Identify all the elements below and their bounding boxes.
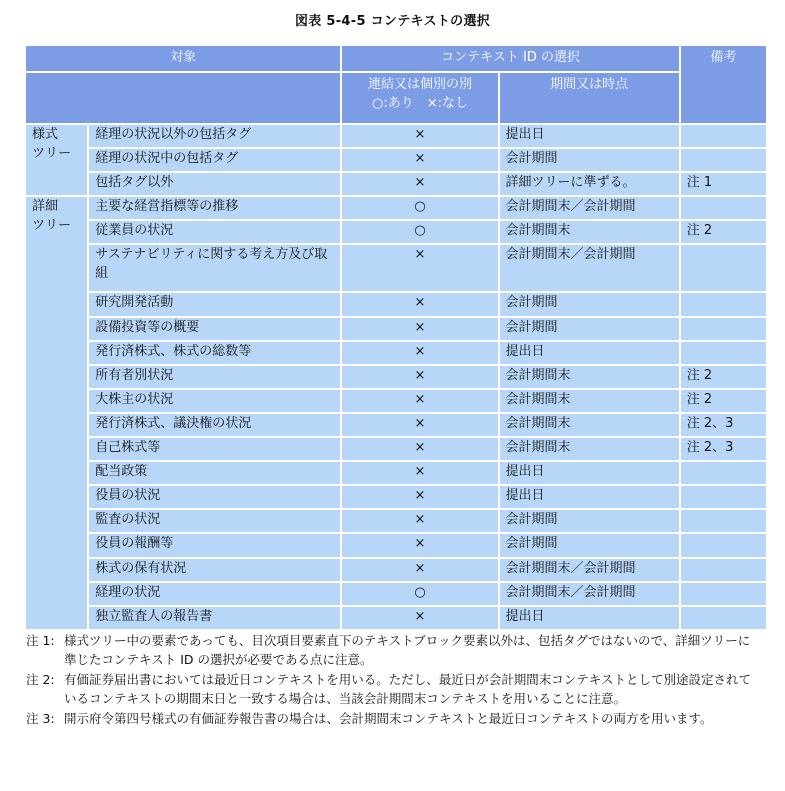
period-cell: 会計期間末 — [499, 413, 680, 437]
item-cell: 発行済株式、株式の総数等 — [88, 341, 341, 365]
remarks-cell: 注 2、3 — [680, 437, 767, 461]
table-row — [25, 341, 767, 365]
item-cell: 株式の保有状況 — [88, 558, 341, 582]
period-cell: 会計期間末 — [499, 220, 680, 244]
item-cell: 設備投資等の概要 — [88, 317, 341, 341]
consolidated-cell: × — [341, 533, 498, 557]
table-row — [25, 292, 767, 316]
consolidated-cell: × — [341, 509, 498, 533]
item-cell: 研究開発活動 — [88, 292, 341, 316]
item-cell: 発行済株式、議決権の状況 — [88, 413, 341, 437]
remarks-cell — [680, 461, 767, 485]
period-cell: 提出日 — [499, 461, 680, 485]
header-consolidated — [341, 72, 498, 124]
consolidated-cell: × — [341, 148, 498, 172]
note-2 — [26, 671, 761, 708]
figure-title: 図表 5-4-5 コンテキストの選択 — [294, 14, 491, 29]
period-cell: 会計期間末／会計期間 — [499, 582, 680, 606]
remarks-cell: 注 2 — [680, 220, 767, 244]
category-cell — [25, 124, 88, 196]
remarks-cell — [680, 148, 767, 172]
table-row — [25, 365, 767, 389]
table-row — [25, 196, 767, 220]
period-cell: 会計期間 — [499, 148, 680, 172]
period-cell: 会計期間末 — [499, 365, 680, 389]
consolidated-cell: × — [341, 389, 498, 413]
period-cell: 会計期間末／会計期間 — [499, 244, 680, 292]
header-target: 対象 — [25, 45, 341, 72]
header-target-blank — [25, 72, 341, 124]
item-cell: 監査の状況 — [88, 509, 341, 533]
remarks-cell — [680, 292, 767, 316]
header-remarks: 備考 — [680, 45, 767, 124]
consolidated-cell: × — [341, 413, 498, 437]
consolidated-cell: × — [341, 485, 498, 509]
table-row — [25, 533, 767, 557]
category-line2: ツリー — [32, 218, 72, 234]
remarks-cell — [680, 341, 767, 365]
consolidated-cell: × — [341, 437, 498, 461]
category-line2: ツリー — [32, 146, 72, 161]
item-cell: 所有者別状況 — [88, 365, 341, 389]
context-selection-table — [24, 44, 768, 631]
remarks-cell — [680, 124, 767, 148]
remarks-cell — [680, 485, 767, 509]
note-1 — [26, 632, 761, 669]
period-cell: 会計期間 — [499, 292, 680, 316]
consolidated-cell: ○ — [341, 196, 498, 220]
item-cell: 自己株式等 — [88, 437, 341, 461]
table-row — [25, 389, 767, 413]
table-row — [25, 582, 767, 606]
period-cell: 詳細ツリーに準ずる。 — [499, 172, 680, 196]
header-consolidated-line1: 連結又は個別の別 — [367, 77, 472, 92]
item-cell: サステナビリティに関する考え方及び取組 — [88, 244, 341, 292]
period-cell: 提出日 — [499, 485, 680, 509]
note-label: 注 3: — [26, 711, 55, 726]
consolidated-cell: ○ — [341, 582, 498, 606]
period-cell: 会計期間末／会計期間 — [499, 196, 680, 220]
remarks-cell — [680, 558, 767, 582]
remarks-cell: 注 2、3 — [680, 413, 767, 437]
item-cell: 独立監査人の報告書 — [88, 606, 341, 630]
period-cell: 会計期間 — [499, 509, 680, 533]
table-row — [25, 437, 767, 461]
consolidated-cell: × — [341, 172, 498, 196]
consolidated-cell: × — [341, 317, 498, 341]
item-cell: 包括タグ以外 — [88, 172, 341, 196]
table-row — [25, 485, 767, 509]
table-row — [25, 558, 767, 582]
remarks-cell — [680, 606, 767, 630]
remarks-cell: 注 1 — [680, 172, 767, 196]
remarks-cell — [680, 317, 767, 341]
note-text: 開示府令第四号様式の有価証券報告書の場合は、会計期間末コンテキストと最近日コンテキストの両方を用います。 — [64, 711, 713, 726]
category-line1: 詳細 — [32, 199, 59, 215]
table-body — [25, 124, 767, 630]
consolidated-cell: × — [341, 365, 498, 389]
note-3 — [26, 710, 761, 729]
note-label: 注 1: — [26, 633, 55, 648]
item-cell: 役員の状況 — [88, 485, 341, 509]
period-cell: 提出日 — [499, 341, 680, 365]
table-row — [25, 413, 767, 437]
consolidated-cell: × — [341, 244, 498, 292]
remarks-cell: 注 2 — [680, 365, 767, 389]
table-row — [25, 606, 767, 630]
header-consolidated-line2: ○:あり ×:なし — [371, 96, 468, 111]
item-cell: 配当政策 — [88, 461, 341, 485]
period-cell: 提出日 — [499, 124, 680, 148]
note-label: 注 2: — [26, 672, 55, 687]
table-row — [25, 317, 767, 341]
notes-section — [26, 632, 761, 731]
table-row — [25, 461, 767, 485]
period-cell: 会計期間 — [499, 317, 680, 341]
item-cell: 経理の状況中の包括タグ — [88, 148, 341, 172]
period-cell: 提出日 — [499, 606, 680, 630]
table-row — [25, 172, 767, 196]
consolidated-cell: ○ — [341, 220, 498, 244]
consolidated-cell: × — [341, 461, 498, 485]
remarks-cell — [680, 244, 767, 292]
period-cell: 会計期間末 — [499, 437, 680, 461]
item-cell: 経理の状況以外の包括タグ — [88, 124, 341, 148]
item-cell: 主要な経営指標等の推移 — [88, 196, 341, 220]
table-row — [25, 509, 767, 533]
remarks-cell — [680, 509, 767, 533]
remarks-cell: 注 2 — [680, 389, 767, 413]
note-text: 有価証券届出書においては最近日コンテキストを用いる。ただし、最近日が会計期間末コンテキストとして別途設定されているコンテキストの期間末日と一致する場合は、当該会計期間末コンテキストを用いることに注意。 — [64, 672, 752, 706]
item-cell: 大株主の状況 — [88, 389, 341, 413]
category-cell — [25, 196, 88, 630]
header-period: 期間又は時点 — [499, 72, 680, 124]
consolidated-cell: × — [341, 606, 498, 630]
consolidated-cell: × — [341, 124, 498, 148]
note-text: 様式ツリー中の要素であっても、目次項目要素直下のテキストブロック要素以外は、包括タグではないので、詳細ツリーに準じたコンテキスト ID の選択が必要である点に注意。 — [64, 633, 751, 667]
table-row — [25, 148, 767, 172]
consolidated-cell: × — [341, 292, 498, 316]
item-cell: 役員の報酬等 — [88, 533, 341, 557]
table-row — [25, 244, 767, 292]
consolidated-cell: × — [341, 558, 498, 582]
item-cell: 経理の状況 — [88, 582, 341, 606]
header-context-id-selection: コンテキスト ID の選択 — [341, 45, 679, 72]
period-cell: 会計期間 — [499, 533, 680, 557]
period-cell: 会計期間末 — [499, 389, 680, 413]
category-line1: 様式 — [32, 127, 59, 142]
remarks-cell — [680, 533, 767, 557]
table-row — [25, 124, 767, 148]
consolidated-cell: × — [341, 341, 498, 365]
period-cell: 会計期間末／会計期間 — [499, 558, 680, 582]
item-cell: 従業員の状況 — [88, 220, 341, 244]
remarks-cell — [680, 582, 767, 606]
table-row — [25, 220, 767, 244]
remarks-cell — [680, 196, 767, 220]
